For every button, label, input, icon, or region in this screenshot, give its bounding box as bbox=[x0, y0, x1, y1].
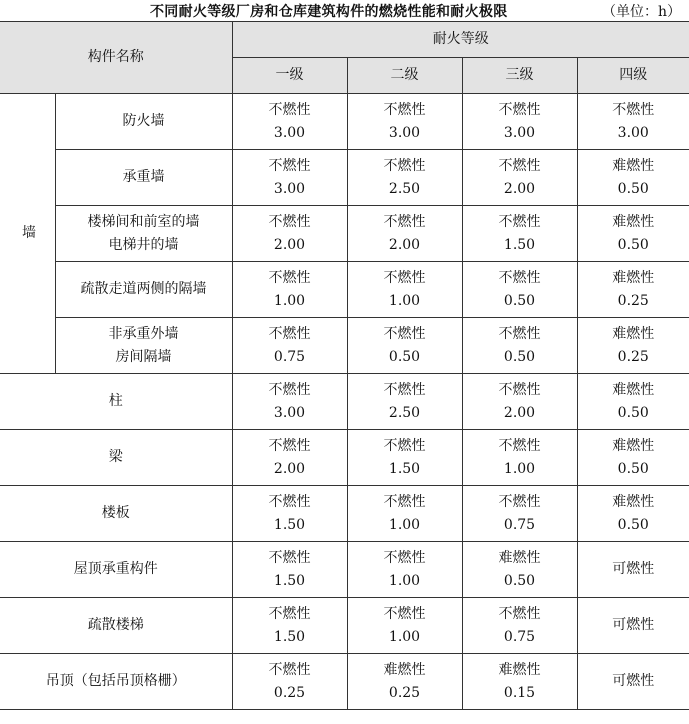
table-row bbox=[0, 262, 689, 318]
fire-endurance-value: 0.75 bbox=[503, 628, 536, 645]
fire-endurance-value: 2.00 bbox=[273, 460, 306, 477]
combustibility-text: 难燃性 bbox=[498, 661, 541, 678]
combustibility-text: 难燃性 bbox=[612, 437, 655, 454]
rating-cell-level-4 bbox=[577, 150, 689, 206]
combustibility-text: 不燃性 bbox=[498, 157, 541, 174]
rating-cell-level-4 bbox=[577, 262, 689, 318]
rating-cell-level-2 bbox=[347, 654, 462, 710]
table-body bbox=[0, 94, 689, 710]
component-name-cell bbox=[55, 206, 232, 262]
rating-cell-level-3 bbox=[462, 542, 577, 598]
combustibility-text: 难燃性 bbox=[612, 213, 655, 230]
combustibility-text: 不燃性 bbox=[268, 437, 311, 454]
fire-endurance-value: 1.00 bbox=[388, 628, 421, 645]
component-name-cell bbox=[55, 150, 232, 206]
table-title: 不同耐火等级厂房和仓库建筑构件的燃烧性能和耐火极限 bbox=[150, 4, 508, 20]
combustibility-text: 不燃性 bbox=[383, 605, 426, 622]
rating-cell-level-4 bbox=[577, 486, 689, 542]
header-level-1: 一级 bbox=[232, 58, 347, 94]
rating-cell-level-3 bbox=[462, 374, 577, 430]
combustibility-text: 不燃性 bbox=[268, 605, 311, 622]
rating-cell-level-4 bbox=[577, 542, 689, 598]
component-name-cell bbox=[0, 654, 232, 710]
rating-cell-level-3 bbox=[462, 598, 577, 654]
fire-endurance-value: 3.00 bbox=[273, 404, 306, 421]
rating-cell-level-2 bbox=[347, 150, 462, 206]
fire-endurance-value: 2.00 bbox=[388, 236, 421, 253]
rating-cell-level-3 bbox=[462, 150, 577, 206]
rating-cell-level-1 bbox=[232, 206, 347, 262]
component-name-line: 防火墙 bbox=[122, 113, 165, 129]
combustibility-text: 可燃性 bbox=[612, 617, 655, 633]
component-name-line: 柱 bbox=[108, 393, 123, 409]
combustibility-text: 可燃性 bbox=[612, 673, 655, 689]
combustibility-text: 不燃性 bbox=[498, 325, 541, 342]
combustibility-text: 不燃性 bbox=[498, 381, 541, 398]
combustibility-text: 不燃性 bbox=[383, 325, 426, 342]
component-name-cell bbox=[0, 374, 232, 430]
table-row bbox=[0, 598, 689, 654]
rating-cell-level-3 bbox=[462, 318, 577, 374]
rating-cell-level-3 bbox=[462, 262, 577, 318]
combustibility-text: 不燃性 bbox=[383, 381, 426, 398]
combustibility-text: 不燃性 bbox=[498, 269, 541, 286]
header-component-name: 构件名称 bbox=[0, 22, 232, 94]
combustibility-text: 不燃性 bbox=[498, 605, 541, 622]
fire-endurance-value: 1.00 bbox=[388, 572, 421, 589]
rating-cell-level-1 bbox=[232, 598, 347, 654]
combustibility-text: 不燃性 bbox=[268, 213, 311, 230]
component-name-line: 吊顶（包括吊顶格栅） bbox=[45, 673, 186, 689]
combustibility-text: 不燃性 bbox=[498, 493, 541, 510]
component-name-cell bbox=[0, 430, 232, 486]
fire-endurance-value: 2.50 bbox=[388, 404, 421, 421]
combustibility-text: 不燃性 bbox=[383, 437, 426, 454]
component-name-line: 楼梯间和前室的墙 bbox=[87, 213, 200, 230]
combustibility-text: 不燃性 bbox=[383, 549, 426, 566]
component-name-cell bbox=[0, 542, 232, 598]
rating-cell-level-2 bbox=[347, 598, 462, 654]
fire-endurance-value: 0.50 bbox=[503, 348, 536, 365]
component-name-line: 承重墙 bbox=[122, 169, 165, 185]
rating-cell-level-1 bbox=[232, 654, 347, 710]
rating-cell-level-2 bbox=[347, 318, 462, 374]
rating-cell-level-1 bbox=[232, 486, 347, 542]
header-level-4: 四级 bbox=[577, 58, 689, 94]
table-row bbox=[0, 150, 689, 206]
component-name-cell bbox=[0, 598, 232, 654]
fire-endurance-value: 2.00 bbox=[503, 180, 536, 197]
rating-cell-level-1 bbox=[232, 430, 347, 486]
fire-endurance-value: 1.50 bbox=[388, 460, 421, 477]
component-name-line: 楼板 bbox=[101, 505, 130, 521]
fire-endurance-value: 0.25 bbox=[388, 684, 421, 701]
rating-cell-level-2 bbox=[347, 262, 462, 318]
rating-cell-level-1 bbox=[232, 374, 347, 430]
fire-endurance-value: 1.50 bbox=[273, 516, 306, 533]
combustibility-text: 不燃性 bbox=[383, 213, 426, 230]
rating-cell-level-3 bbox=[462, 94, 577, 150]
fire-endurance-value: 0.75 bbox=[503, 516, 536, 533]
combustibility-text: 难燃性 bbox=[612, 381, 655, 398]
component-name-line: 房间隔墙 bbox=[115, 348, 172, 365]
component-name-line: 屋顶承重构件 bbox=[73, 561, 158, 577]
combustibility-text: 可燃性 bbox=[612, 561, 655, 577]
fire-endurance-value: 3.00 bbox=[273, 124, 306, 141]
fire-endurance-value: 2.50 bbox=[388, 180, 421, 197]
rating-cell-level-4 bbox=[577, 94, 689, 150]
fire-endurance-value: 0.25 bbox=[617, 348, 649, 365]
fire-endurance-value: 3.00 bbox=[388, 124, 421, 141]
component-name-line: 疏散走道两侧的隔墙 bbox=[80, 281, 207, 297]
rating-cell-level-1 bbox=[232, 318, 347, 374]
table-row bbox=[0, 486, 689, 542]
header-fire-rating: 耐火等级 bbox=[232, 22, 689, 58]
rating-cell-level-1 bbox=[232, 542, 347, 598]
component-name-line: 电梯井的墙 bbox=[108, 236, 179, 253]
combustibility-text: 不燃性 bbox=[383, 493, 426, 510]
table-row bbox=[0, 94, 689, 150]
component-name-line: 疏散楼梯 bbox=[87, 617, 144, 633]
rating-cell-level-4 bbox=[577, 654, 689, 710]
fire-endurance-value: 0.50 bbox=[503, 572, 536, 589]
rating-cell-level-4 bbox=[577, 598, 689, 654]
table-header bbox=[0, 22, 689, 94]
rating-cell-level-1 bbox=[232, 150, 347, 206]
fire-endurance-value: 0.50 bbox=[617, 460, 649, 477]
fire-endurance-value: 2.00 bbox=[273, 236, 306, 253]
table-row bbox=[0, 206, 689, 262]
fire-endurance-value: 3.00 bbox=[503, 124, 536, 141]
rating-cell-level-2 bbox=[347, 94, 462, 150]
fire-endurance-value: 0.50 bbox=[617, 404, 649, 421]
combustibility-text: 难燃性 bbox=[383, 661, 426, 678]
combustibility-text: 不燃性 bbox=[612, 101, 655, 118]
table-row bbox=[0, 318, 689, 374]
rating-cell-level-2 bbox=[347, 542, 462, 598]
combustibility-text: 不燃性 bbox=[268, 101, 311, 118]
fire-endurance-value: 2.00 bbox=[503, 404, 536, 421]
rating-cell-level-3 bbox=[462, 206, 577, 262]
fire-endurance-value: 1.50 bbox=[503, 236, 536, 253]
rating-cell-level-3 bbox=[462, 430, 577, 486]
rating-cell-level-4 bbox=[577, 374, 689, 430]
combustibility-text: 不燃性 bbox=[498, 213, 541, 230]
fire-endurance-value: 1.50 bbox=[273, 572, 306, 589]
component-name-cell bbox=[55, 262, 232, 318]
fire-endurance-value: 1.50 bbox=[273, 628, 306, 645]
component-name-cell bbox=[0, 486, 232, 542]
combustibility-text: 不燃性 bbox=[268, 157, 311, 174]
combustibility-text: 不燃性 bbox=[383, 157, 426, 174]
table-row bbox=[0, 654, 689, 710]
wall-group-label: 墙 bbox=[0, 94, 55, 374]
combustibility-text: 不燃性 bbox=[268, 661, 311, 678]
table-row bbox=[0, 430, 689, 486]
combustibility-text: 不燃性 bbox=[268, 325, 311, 342]
rating-cell-level-2 bbox=[347, 374, 462, 430]
header-level-2: 二级 bbox=[347, 58, 462, 94]
combustibility-text: 难燃性 bbox=[612, 493, 655, 510]
fire-endurance-value: 0.50 bbox=[617, 180, 649, 197]
unit-label: （单位：h） bbox=[601, 4, 681, 20]
combustibility-text: 不燃性 bbox=[268, 493, 311, 510]
fire-endurance-value: 0.50 bbox=[388, 348, 421, 365]
fire-endurance-value: 1.00 bbox=[388, 292, 421, 309]
fire-endurance-value: 1.00 bbox=[503, 460, 536, 477]
rating-cell-level-3 bbox=[462, 486, 577, 542]
rating-cell-level-4 bbox=[577, 206, 689, 262]
rating-cell-level-2 bbox=[347, 430, 462, 486]
table-row bbox=[0, 542, 689, 598]
rating-cell-level-1 bbox=[232, 94, 347, 150]
combustibility-text: 不燃性 bbox=[383, 101, 426, 118]
component-name-line: 梁 bbox=[108, 449, 123, 465]
fire-resistance-table bbox=[0, 21, 689, 710]
table-row bbox=[0, 374, 689, 430]
fire-endurance-value: 0.75 bbox=[273, 348, 306, 365]
combustibility-text: 不燃性 bbox=[498, 101, 541, 118]
fire-endurance-value: 0.25 bbox=[617, 292, 649, 309]
combustibility-text: 难燃性 bbox=[612, 269, 655, 286]
component-name-line: 非承重外墙 bbox=[108, 325, 179, 342]
fire-endurance-value: 0.15 bbox=[503, 684, 536, 701]
rating-cell-level-3 bbox=[462, 654, 577, 710]
header-level-3: 三级 bbox=[462, 58, 577, 94]
fire-endurance-value: 0.25 bbox=[273, 684, 306, 701]
component-name-cell bbox=[55, 318, 232, 374]
fire-endurance-value: 0.50 bbox=[617, 236, 649, 253]
combustibility-text: 不燃性 bbox=[268, 381, 311, 398]
fire-endurance-value: 1.00 bbox=[388, 516, 421, 533]
fire-endurance-value: 3.00 bbox=[617, 124, 649, 141]
rating-cell-level-4 bbox=[577, 430, 689, 486]
title-row bbox=[0, 0, 689, 22]
rating-cell-level-1 bbox=[232, 262, 347, 318]
rating-cell-level-2 bbox=[347, 206, 462, 262]
fire-endurance-value: 0.50 bbox=[503, 292, 536, 309]
rating-cell-level-2 bbox=[347, 486, 462, 542]
fire-endurance-value: 3.00 bbox=[273, 180, 306, 197]
combustibility-text: 难燃性 bbox=[498, 549, 541, 566]
combustibility-text: 不燃性 bbox=[268, 549, 311, 566]
combustibility-text: 难燃性 bbox=[612, 325, 655, 342]
rating-cell-level-4 bbox=[577, 318, 689, 374]
combustibility-text: 不燃性 bbox=[383, 269, 426, 286]
fire-endurance-value: 1.00 bbox=[273, 292, 306, 309]
combustibility-text: 难燃性 bbox=[612, 157, 655, 174]
combustibility-text: 不燃性 bbox=[268, 269, 311, 286]
component-name-cell bbox=[55, 94, 232, 150]
fire-endurance-value: 0.50 bbox=[617, 516, 649, 533]
combustibility-text: 不燃性 bbox=[498, 437, 541, 454]
